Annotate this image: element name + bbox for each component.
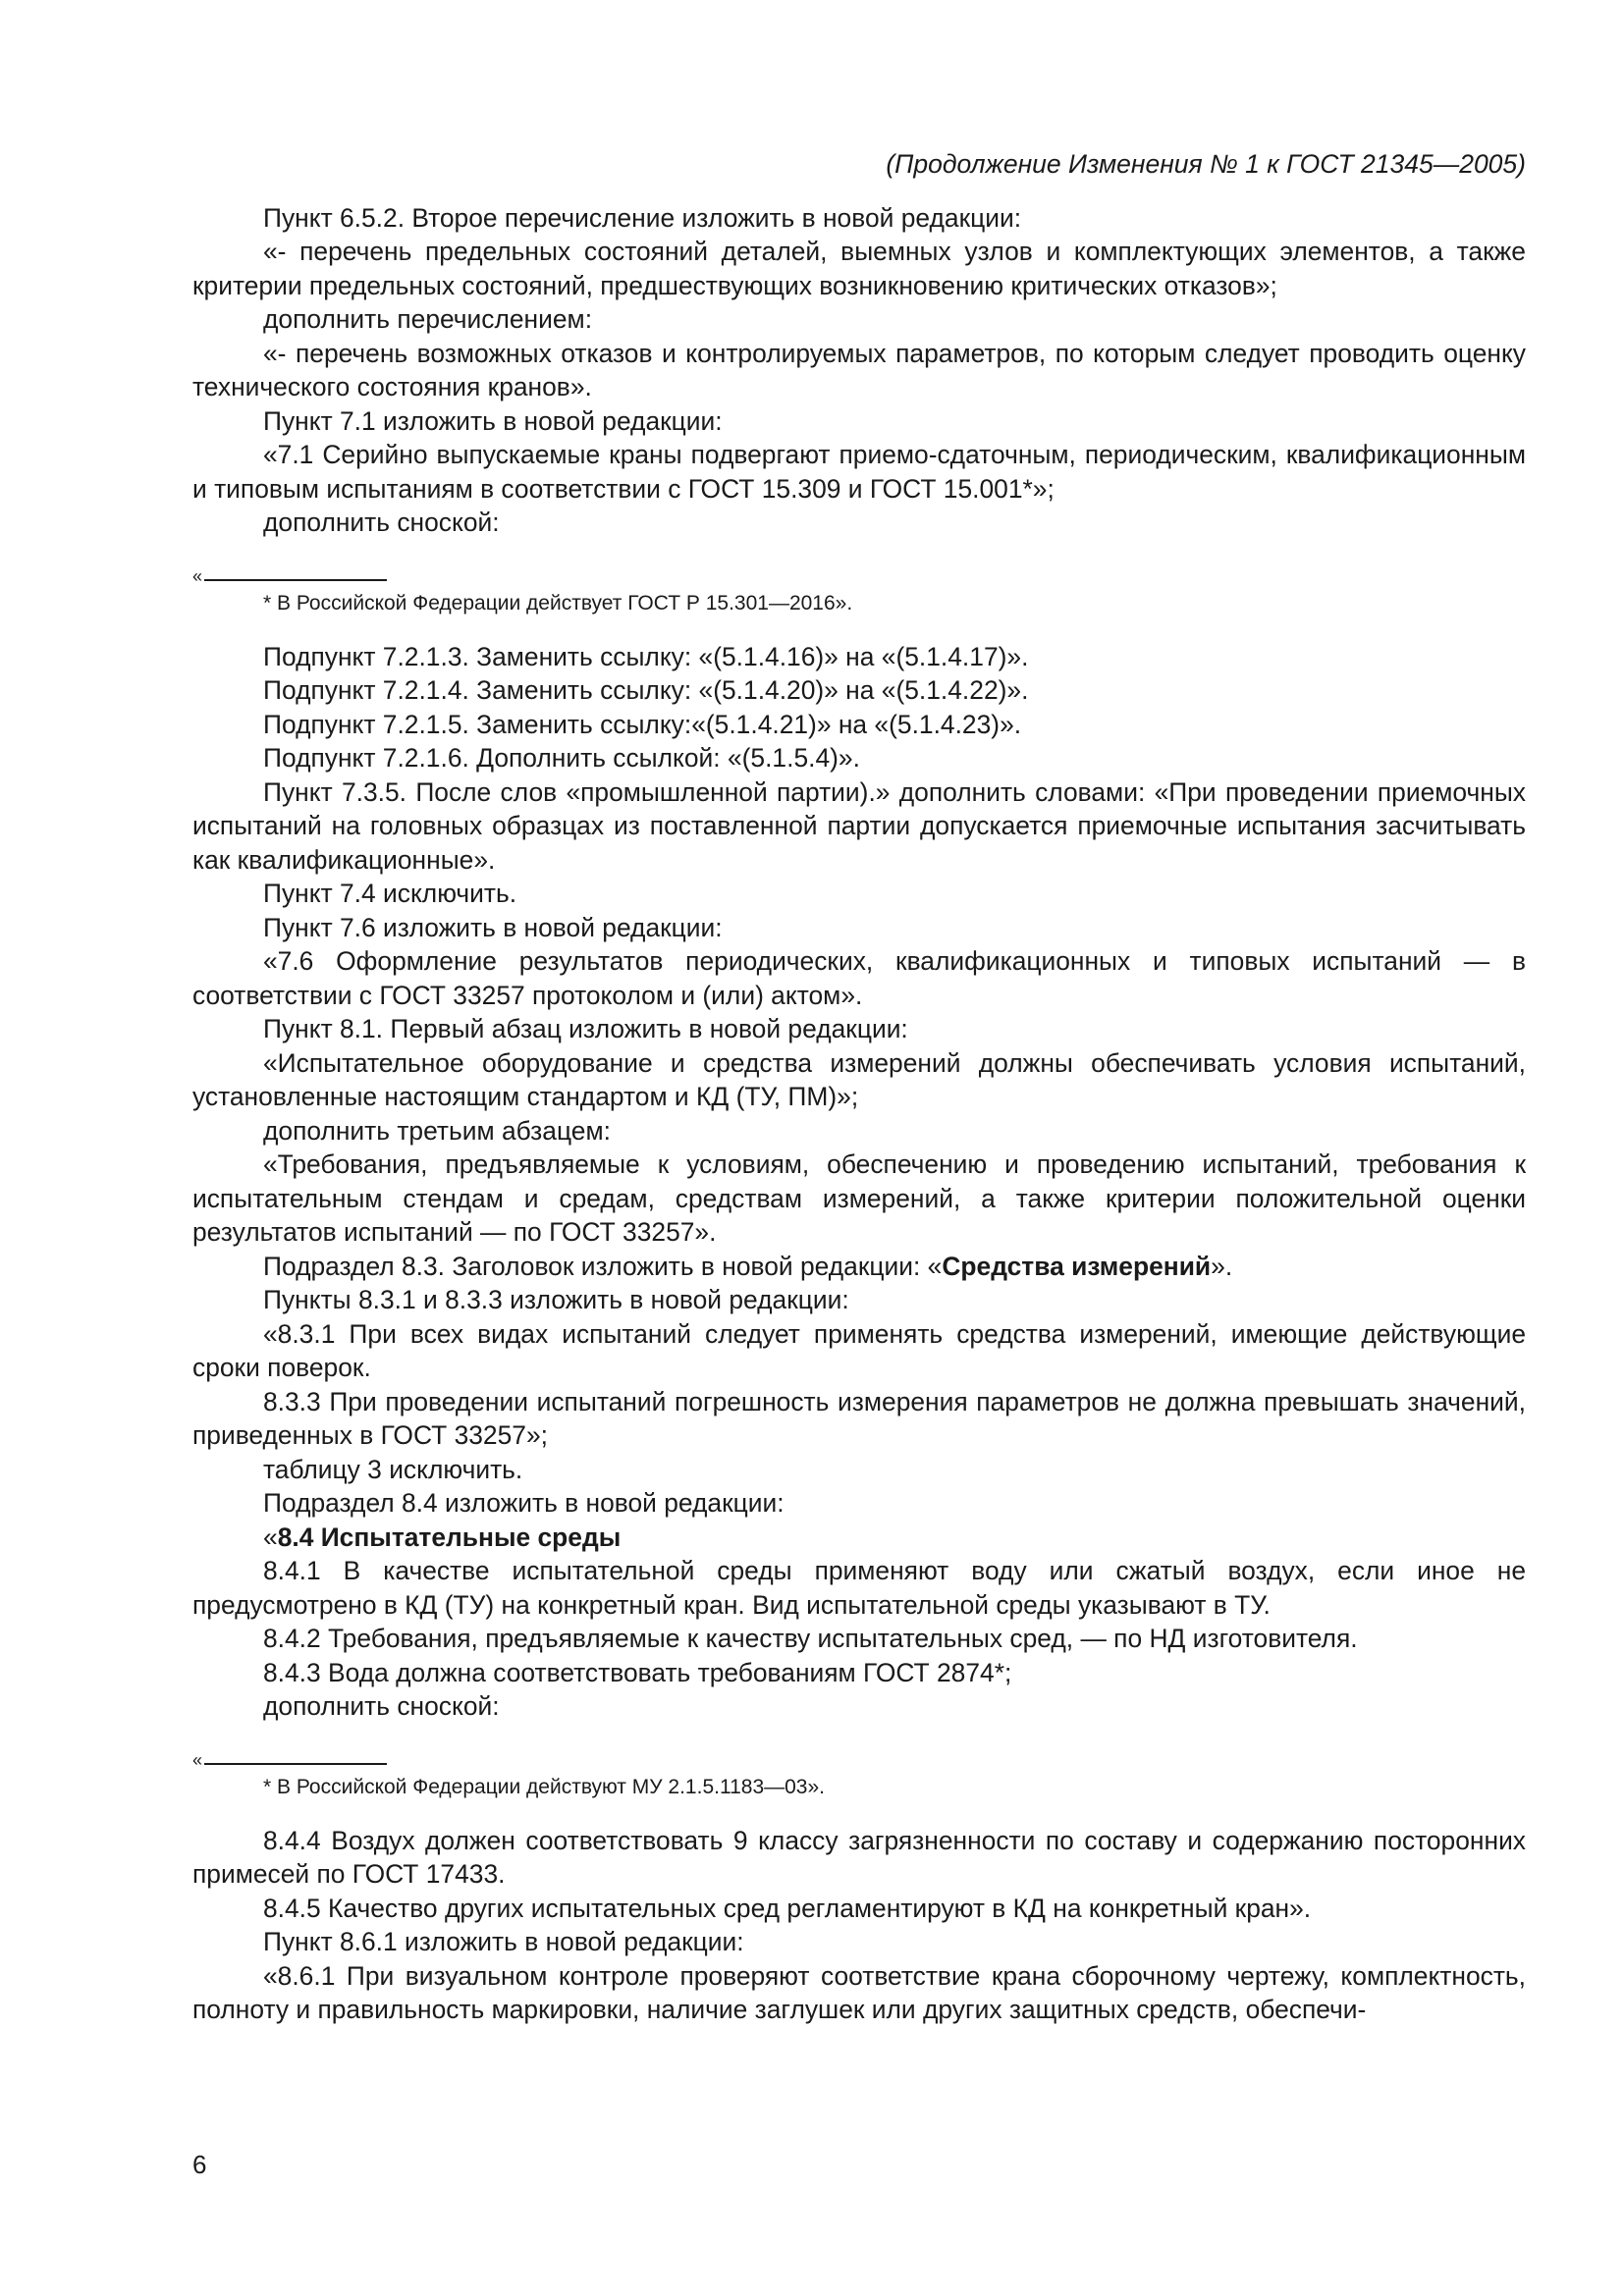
paragraph: Подпункт 7.2.1.5. Заменить ссылку:«(5.1.4.21)» на «(5.1.4.23)».	[263, 709, 1022, 739]
footnote-quote-mark: «	[192, 565, 203, 586]
footnote-rule	[204, 579, 387, 581]
paragraph: Пункты 8.3.1 и 8.3.3 изложить в новой редакции:	[263, 1285, 849, 1314]
footnote-quote-mark: «	[192, 1749, 203, 1770]
paragraph: дополнить сноской:	[263, 507, 500, 537]
paragraph: 8.4.1 В качестве испытательной среды применяют воду или сжатый воздух, если иное не предусмотрено в КД (ТУ) на конкретный кран. Вид испытательной среды указывают в ТУ.	[192, 1556, 1526, 1620]
footnote-text: * В Российской Федерации действует ГОСТ Р 15.301—2016».	[263, 591, 853, 614]
document-page	[192, 147, 1526, 2027]
footnote-text: * В Российской Федерации действуют МУ 2.1.5.1183—03».	[263, 1775, 825, 1798]
paragraph: «7.6 Оформление результатов периодических, квалификационных и типовых испытаний — в соответствии с ГОСТ 33257 протоколом и (или) актом».	[192, 946, 1526, 1010]
paragraph: Пункт 8.6.1 изложить в новой редакции:	[263, 1927, 744, 1956]
paragraph: Пункт 7.3.5. После слов «промышленной партии).» дополнить словами: «При проведении приемочных испытаний на головных образцах из поставленной партии допускается приемочные испытания засчитывать как квалификационные».	[192, 776, 1526, 875]
paragraph: Пункт 7.1 изложить в новой редакции:	[263, 405, 723, 436]
paragraph: «Требования, предъявляемые к условиям, обеспечению и проведению испытаний, требования к испытательным стендам и средам, средствам измерений, а также критерии положительной оценки результатов испытаний — по ГОСТ 33257».	[192, 1149, 1526, 1247]
paragraph: «- перечень предельных состояний деталей, выемных узлов и комплектующих элементов, а также критерии предельных состояний, предшествующих возникновению критических отказов»;	[192, 237, 1526, 300]
paragraph: Пункт 7.4 исключить.	[263, 879, 517, 908]
paragraph: дополнить перечислением:	[263, 304, 593, 334]
paragraph: таблицу 3 исключить.	[263, 1454, 523, 1484]
paragraph: Подпункт 7.2.1.4. Заменить ссылку: «(5.1.4.20)» на «(5.1.4.22)».	[263, 675, 1029, 705]
heading-8-4: «8.4 Испытательные среды	[263, 1522, 622, 1552]
paragraph: Подпункт 7.2.1.3. Заменить ссылку: «(5.1.4.16)» на «(5.1.4.17)».	[263, 641, 1029, 671]
footnote-separator	[192, 558, 1526, 585]
paragraph: 8.4.2 Требования, предъявляемые к качеству испытательных сред, — по НД изготовителя.	[263, 1624, 1358, 1653]
paragraph: Пункт 6.5.2. Второе перечисление изложить в новой редакции:	[263, 202, 1022, 233]
paragraph: Пункт 8.1. Первый абзац изложить в новой редакции:	[263, 1014, 908, 1043]
paragraph: Подраздел 8.4 изложить в новой редакции:	[263, 1488, 785, 1518]
paragraph: дополнить третьим абзацем:	[263, 1115, 611, 1146]
paragraph-group-a	[192, 201, 1526, 540]
footnote-separator	[192, 1741, 1526, 1769]
footnote-block-1	[192, 558, 1526, 618]
paragraph: Пункт 7.6 изложить в новой редакции:	[263, 912, 723, 942]
paragraph: «8.6.1 При визуальном контроле проверяют соответствие крана сборочному чертежу, комплектность, полноту и правильность маркировки, наличие заглушек или других защитных средств, обеспечи-	[192, 1960, 1526, 2024]
paragraph: «7.1 Серийно выпускаемые краны подвергают приемо-сдаточным, периодическим, квалификационным и типовым испытаниям в соответствии с ГОСТ 15.309 и ГОСТ 15.001*»;	[192, 440, 1526, 504]
paragraph-group-e	[192, 1824, 1526, 2027]
paragraph: «8.3.1 При всех видах испытаний следует применять средства измерений, имеющие действующие сроки поверок.	[192, 1318, 1526, 1382]
footnote-block-2	[192, 1741, 1526, 1802]
footnote-rule	[204, 1763, 387, 1765]
paragraph: 8.4.3 Вода должна соответствовать требованиям ГОСТ 2874*;	[263, 1657, 1012, 1687]
running-header: (Продолжение Изменения № 1 к ГОСТ 21345—2005)	[886, 149, 1526, 179]
paragraph-group-c	[192, 1283, 1526, 1554]
paragraph: «Испытательное оборудование и средства измерений должны обеспечивать условия испытаний, установленные настоящим стандартом и КД (ТУ, ПМ)»;	[192, 1047, 1526, 1111]
page-number: 6	[192, 2150, 207, 2179]
bold-heading: 8.4 Испытательные среды	[277, 1522, 622, 1552]
paragraph-subsection-83: Подраздел 8.3. Заголовок изложить в новой редакции: «Средства измерений».	[263, 1251, 1233, 1281]
paragraph: «- перечень возможных отказов и контролируемых параметров, по которым следует проводить оценку технического состояния кранов».	[192, 338, 1526, 401]
paragraph: 8.4.5 Качество других испытательных сред регламентируют в КД на конкретный кран».	[263, 1893, 1312, 1923]
paragraph: дополнить сноской:	[263, 1691, 500, 1721]
paragraph-group-d	[192, 1554, 1526, 1724]
paragraph-group-b	[192, 640, 1526, 1284]
paragraph: Подпункт 7.2.1.6. Дополнить ссылкой: «(5.1.5.4)».	[263, 743, 860, 773]
bold-title: Средства измерений	[942, 1251, 1212, 1281]
paragraph: 8.3.3 При проведении испытаний погрешность измерения параметров не должна превышать значений, приведенных в ГОСТ 33257»;	[192, 1386, 1526, 1450]
paragraph: 8.4.4 Воздух должен соответствовать 9 классу загрязненности по составу и содержанию посторонних примесей по ГОСТ 17433.	[192, 1825, 1526, 1889]
